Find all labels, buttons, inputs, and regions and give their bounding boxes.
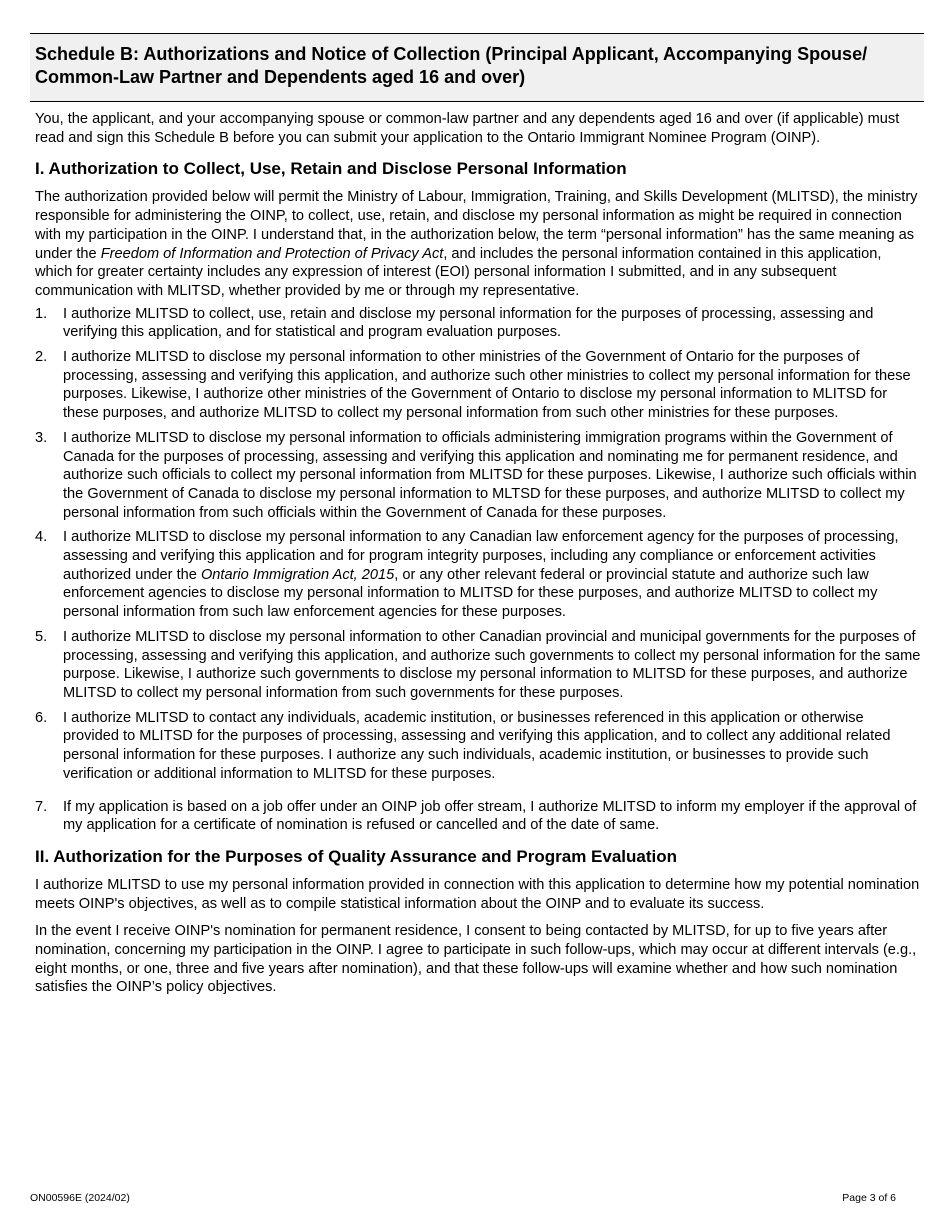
document-page bbox=[30, 33, 924, 997]
form-code: ON00596E (2024/02) bbox=[30, 1192, 130, 1204]
act-title: Freedom of Information and Protection of Privacy Act bbox=[100, 245, 444, 262]
text-run: The authorization provided below will permit the Ministry of Labour, Immigration, Training, and Skills Development (MLITSD), the ministry responsible for administering the OINP, to collect, use, retain, and disclose my personal information as might be required in connection with my participation in the OINP. I understand that, in the authorization below, the term “personal information” has the same meaning as under the bbox=[35, 189, 918, 262]
intro-paragraph: You, the applicant, and your accompanying spouse or common-law partner and any dependents aged 16 and over (if applicable) must read and sign this Schedule B before you can submit your application to the Ontario Immigrant Nominee Program (OINP). bbox=[35, 111, 900, 146]
act-title: Ontario Immigration Act, 2015 bbox=[200, 566, 395, 583]
section-1-intro-paragraph bbox=[35, 188, 921, 300]
authorization-list bbox=[35, 305, 921, 835]
list-item bbox=[35, 798, 921, 835]
item-text: I authorize MLITSD to disclose my personal information to other Canadian provincial and municipal governments for the purposes of processing, assessing and verifying this application, and authorize such governments to collect my personal information for the same purpose. Likewise, I authorize such governments to disclose my personal information to MLITSD for these purposes, and authorize MLITSD to collect my personal information from such governments for these purposes. bbox=[63, 628, 921, 701]
page-number: Page 3 of 6 bbox=[842, 1192, 896, 1204]
item-text: I authorize MLITSD to disclose my personal information to other ministries of the Government of Ontario for the purposes of processing, assessing and verifying this application, and authorize such other ministries to collect my personal information for these purposes. Likewise, I authorize other ministries of the Government of Ontario to disclose my personal information to MLITSD for these purposes, and authorize MLITSD to collect my personal information from such other ministries for these purposes. bbox=[63, 349, 911, 422]
list-item bbox=[35, 348, 921, 423]
list-item bbox=[35, 628, 921, 703]
item-number: 5. bbox=[35, 628, 48, 645]
list-item bbox=[35, 528, 921, 622]
item-text: If my application is based on a job offer under an OINP job offer stream, I authorize MLITSD to inform my employer if the approval of my application for a certificate of nomination is refused or cancelled and of the date of same. bbox=[63, 798, 917, 834]
schedule-title: Schedule B: Authorizations and Notice of Collection (Principal Applicant, Accompanying Spouse/ Common-Law Partner and Dependents aged 16 and over) bbox=[30, 33, 924, 102]
item-number: 4. bbox=[35, 529, 48, 546]
section-2-paragraph-2: In the event I receive OINP's nomination for permanent residence, I consent to being contacted by MLITSD, for up to five years after nomination, concerning my participation in the OINP. I agree to participate in such follow-ups, which may occur at different intervals (e.g., eight months, or one, three and five years after nomination), and that these follow-ups will examine whether and how such nomination satisfies the OINP’s policy objectives. bbox=[35, 923, 917, 996]
item-number: 1. bbox=[35, 305, 48, 322]
section-2-heading: II. Authorization for the Purposes of Quality Assurance and Program Evaluation bbox=[35, 846, 678, 866]
list-item bbox=[35, 429, 921, 523]
text-run: , and includes the personal information contained in this application, which for greater certainty includes any expression of interest (EOI) personal information I submitted, and in any subsequent communication with MLITSD, whether provided by me or through my representative. bbox=[35, 245, 882, 299]
item-number: 3. bbox=[35, 429, 48, 446]
item-number: 6. bbox=[35, 709, 48, 726]
section-1-heading: I. Authorization to Collect, Use, Retain and Disclose Personal Information bbox=[35, 159, 627, 179]
item-text: I authorize MLITSD to contact any individuals, academic institution, or businesses referenced in this application or otherwise provided to MLITSD for the purposes of processing, assessing and verifying this application, and to collect any additional related personal information for these purposes. I authorize any such individuals, academic institution, or businesses to provide such verification or additional information to MLITSD for these purposes. bbox=[63, 709, 891, 782]
item-text: I authorize MLITSD to collect, use, retain and disclose my personal information for the purposes of processing, assessing and verifying this application, and for statistical and program evaluation purposes. bbox=[63, 305, 874, 341]
list-item bbox=[35, 305, 921, 342]
item-text-run: I authorize MLITSD to disclose my personal information to any Canadian law enforcement agency for the purposes of processing, assessing and verifying this application and for program integrity purposes, including any compliance or enforcement activities authorized under the bbox=[63, 529, 899, 583]
item-number: 7. bbox=[35, 798, 48, 815]
item-text: I authorize MLITSD to disclose my personal information to officials administering immigration programs within the Government of Canada for the purposes of processing, assessing and verifying this application and nominating me for permanent residence, and authorize such officials to collect my personal information from MLITSD for these purposes. Likewise, I authorize such officials within the Government of Canada to disclose my personal information to MLTSD for these purposes, and authorize MLITSD to collect my personal information from such officials within the Government of Canada for these purposes. bbox=[63, 429, 917, 521]
item-number: 2. bbox=[35, 349, 48, 366]
document-body bbox=[30, 110, 924, 997]
item-text-run: , or any other relevant federal or provincial statute and authorize such law enforcement agencies to disclose my personal information to MLITSD for these purposes, and authorize MLITSD to collect my personal information from such law enforcement agencies for these purposes. bbox=[63, 566, 878, 621]
list-item bbox=[35, 709, 921, 784]
section-2-paragraph-1: I authorize MLITSD to use my personal information provided in connection with this application to determine how my potential nomination meets OINP's objectives, as well as to compile statistical information about the OINP and to evaluate its success. bbox=[35, 876, 920, 912]
